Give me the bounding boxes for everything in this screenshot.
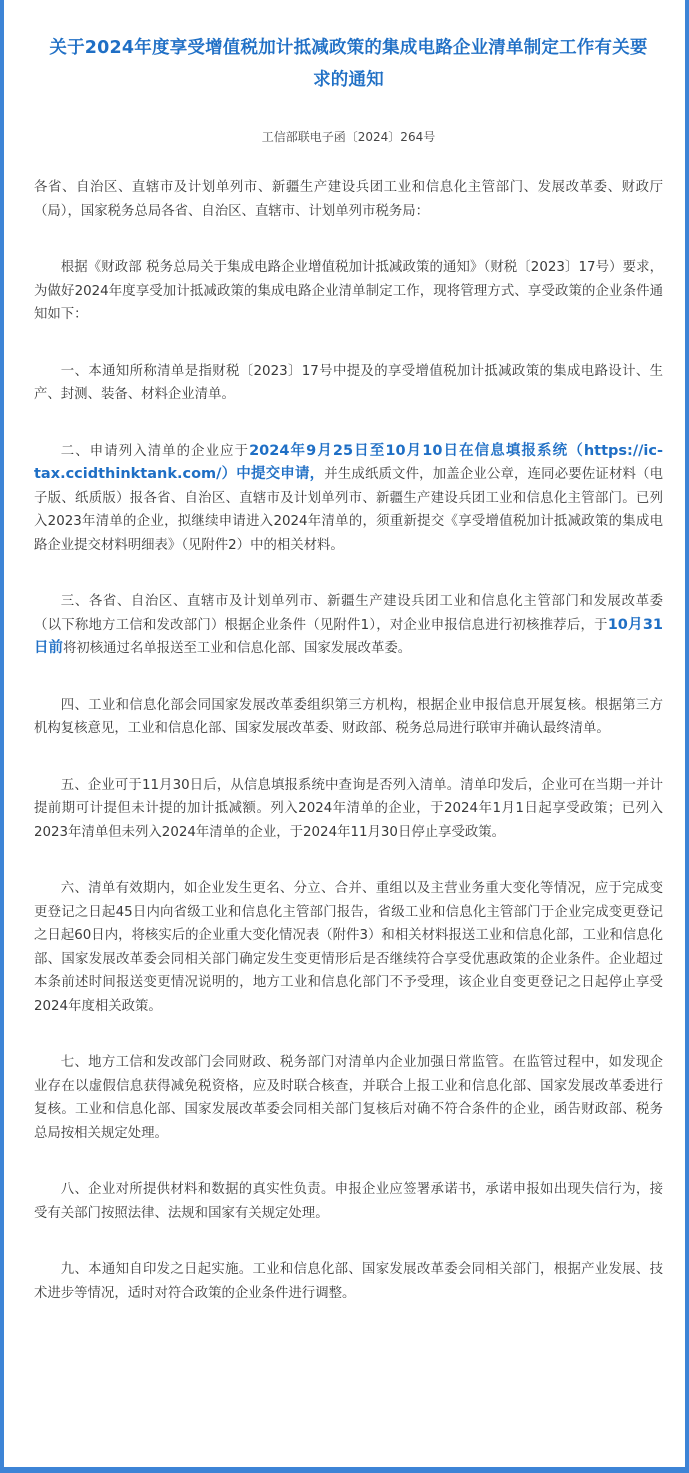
item-3-prefix: 三、各省、自治区、直辖市及计划单列市、新疆生产建设兵团工业和信息化主管部门和发展改革委（以下称地方工信和发改部门）根据企业条件（见附件1），对企业申报信息进行初核推荐后，于 (34, 594, 663, 633)
item-7: 七、地方工信和发改部门会同财政、税务部门对清单内企业加强日常监管。在监管过程中，如发现企业存在以虚假信息获得减免税资格，应及时联合核查，并联合上报工业和信息化部、国家发展改革委进行复核。工业和信息化部、国家发展改革委会同相关部门复核后对确不符合条件的企业，函告财政部、税务总局按相关规定处理。 (34, 1055, 663, 1141)
item-3-suffix: 将初核通过名单报送至工业和信息化部、国家发展改革委。 (63, 641, 412, 656)
item-2-prefix: 二、申请列入清单的企业应于 (60, 443, 250, 459)
item-4: 四、工业和信息化部会同国家发展改革委组织第三方机构，根据企业申报信息开展复核。根据第三方机构复核意见，工业和信息化部、国家发展改革委、财政部、税务总局进行联审并确认最终清单。 (34, 697, 663, 736)
item-3-highlight: 10月31日前 (34, 616, 663, 656)
item-3 (34, 590, 663, 661)
item-5: 五、企业可于11月30日后，从信息填报系统中查询是否列入清单。清单印发后，企业可在当期一并计提前期可计提但未计提的加计抵减额。列入2024年清单的企业，于2024年1月1日起享受政策；已列入2023年清单但未列入2024年清单的企业，于2024年11月30日停止享受政策。 (34, 777, 663, 840)
item-9: 九、本通知自印发之日起实施。工业和信息化部、国家发展改革委会同相关部门，根据产业发展、技术进步等情况，适时对符合政策的企业条件进行调整。 (34, 1262, 663, 1301)
item-8: 八、企业对所提供材料和数据的真实性负责。申报企业应签署承诺书，承诺申报如出现失信行为，接受有关部门按照法律、法规和国家有关规定处理。 (34, 1182, 663, 1221)
item-2 (34, 440, 663, 558)
document-number: 工信部联电子函〔2024〕264号 (261, 130, 436, 144)
notice-content (4, 0, 685, 1305)
item-2-suffix: 并生成纸质文件，加盖企业公章，连同必要佐证材料（电子版、纸质版）报各省、自治区、直辖市及计划单列市、新疆生产建设兵团工业和信息化主管部门。已列入2023年清单的企业，拟继续申请进入2024年清单的，须重新提交《享受增值税加计抵减政策的集成电路企业提交材料明细表》（见附件2）中的相关材料。 (34, 467, 663, 553)
notice-title: 关于2024年度享受增值税加计抵减政策的集成电路企业清单制定工作有关要求的通知 (49, 38, 648, 90)
item-1: 一、本通知所称清单是指财税〔2023〕17号中提及的享受增值税加计抵减政策的集成电路设计、生产、封测、装备、材料企业清单。 (34, 363, 663, 402)
salutation: 各省、自治区、直辖市及计划单列市、新疆生产建设兵团工业和信息化主管部门、发展改革委、财政厅（局），国家税务总局各省、自治区、直辖市、计划单列市税务局： (34, 180, 663, 219)
intro-paragraph: 根据《财政部 税务总局关于集成电路企业增值税加计抵减政策的通知》（财税〔2023〕17号）要求，为做好2024年度享受加计抵减政策的集成电路企业清单制定工作，现将管理方式、享受政策的企业条件通知如下： (34, 260, 663, 322)
item-2-highlight: 2024年9月25日至10月10日在信息填报系统（https://ic-tax.ccidthinktank.com/）中提交申请， (34, 442, 664, 482)
item-6: 六、清单有效期内，如企业发生更名、分立、合并、重组以及主营业务重大变化等情况，应于完成变更登记之日起45日内向省级工业和信息化主管部门报告，省级工业和信息化主管部门于企业完成变更登记之日起60日内，将核实后的企业重大变化情况表（附件3）和相关材料报送工业和信息化部，工业和信息化部、国家发展改革委会同相关部门确定发生变更情形后是否继续符合享受优惠政策的企业条件。企业超过本条前述时间报送变更情况说明的，地方工业和信息化部门不予受理，该企业自变更登记之日起停止享受2024年度相关政策。 (34, 881, 663, 1014)
